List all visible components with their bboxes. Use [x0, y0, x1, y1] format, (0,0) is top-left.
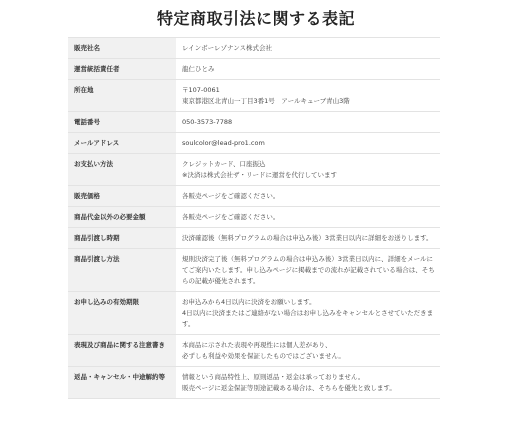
- row-value: [176, 292, 440, 335]
- value-line: 情報という商品特性上、原則返品・返金は承っておりません。: [182, 373, 365, 381]
- row-value: [176, 207, 440, 228]
- row-label: 商品引渡し時期: [68, 228, 176, 249]
- page-title: 特定商取引法に関する表記: [156, 9, 355, 28]
- row-phone: [68, 112, 440, 133]
- value-line: 4日以内に決済またはご連絡がない場合はお申し込みをキャンセルとさせていただきます。: [182, 309, 434, 328]
- row-delivery-time: [68, 228, 440, 249]
- row-label: 販売社名: [68, 38, 176, 59]
- value-line: 050-3573-7788: [182, 118, 233, 126]
- row-value: [176, 133, 440, 154]
- row-value: [176, 80, 440, 112]
- row-validity: [68, 292, 440, 335]
- row-label: 商品引渡し方法: [68, 249, 176, 292]
- value-line: ※決済は株式会社ザ・リードに運営を代行しています: [182, 171, 337, 179]
- row-value: [176, 335, 440, 367]
- row-label: 表現及び商品に関する注意書き: [68, 335, 176, 367]
- commerce-disclosure-table: [68, 37, 440, 399]
- row-value: [176, 38, 440, 59]
- row-seller: [68, 38, 440, 59]
- value-line: 販売ページに返金保証等別途記載ある場合は、そちらを優先と致します。: [182, 384, 396, 392]
- value-line: 東京都港区北青山一丁目3番1号 アールキューブ青山3階: [182, 97, 350, 105]
- row-manager: [68, 59, 440, 80]
- row-label: メールアドレス: [68, 133, 176, 154]
- row-label: 商品代金以外の必要金額: [68, 207, 176, 228]
- row-label: 所在地: [68, 80, 176, 112]
- row-value: [176, 228, 440, 249]
- value-line: クレジットカード、口座振込: [182, 160, 266, 168]
- row-value: [176, 112, 440, 133]
- value-line: 〒107-0061: [182, 86, 220, 94]
- row-delivery-method: [68, 249, 440, 292]
- row-label: 返品・キャンセル・中途解約等: [68, 367, 176, 399]
- row-price: [68, 186, 440, 207]
- row-returns: [68, 367, 440, 399]
- row-other-fees: [68, 207, 440, 228]
- value-line: 本商品に示された表現や再現性には個人差があり、: [182, 341, 332, 349]
- row-value: [176, 367, 440, 399]
- value-line: soulcolor@lead-pro1.com: [182, 139, 265, 147]
- value-line: 各販売ページをご確認ください。: [182, 192, 280, 200]
- row-value: [176, 186, 440, 207]
- row-label: 販売価格: [68, 186, 176, 207]
- value-line: 決済確認後（無料プログラムの場合は申込み後）3営業日以内に詳細をお送りします。: [182, 234, 433, 242]
- row-email: [68, 133, 440, 154]
- row-payment-method: [68, 154, 440, 186]
- value-line: レインボーレゾナンス株式会社: [182, 44, 273, 52]
- value-line: お申込みから4日以内に決済をお願いします。: [182, 298, 316, 306]
- value-line: 規則決済完了後（無料プログラムの場合は申込み後）3営業日以内に、詳細をメールにてご案内いたします。申し込みページに掲載までの流れが記載されている場合は、そちらの記載が優先されます。: [182, 255, 435, 285]
- value-line: 各販売ページをご確認ください。: [182, 213, 280, 221]
- value-line: 龍仁ひとみ: [182, 65, 215, 73]
- row-label: お申し込みの有効期限: [68, 292, 176, 335]
- row-address: [68, 80, 440, 112]
- row-value: [176, 59, 440, 80]
- row-label: お支払い方法: [68, 154, 176, 186]
- row-value: [176, 249, 440, 292]
- row-label: 運営統括責任者: [68, 59, 176, 80]
- row-disclaimer: [68, 335, 440, 367]
- row-value: [176, 154, 440, 186]
- row-label: 電話番号: [68, 112, 176, 133]
- value-line: 必ずしも利益や効果を保証したものではございません。: [182, 352, 345, 360]
